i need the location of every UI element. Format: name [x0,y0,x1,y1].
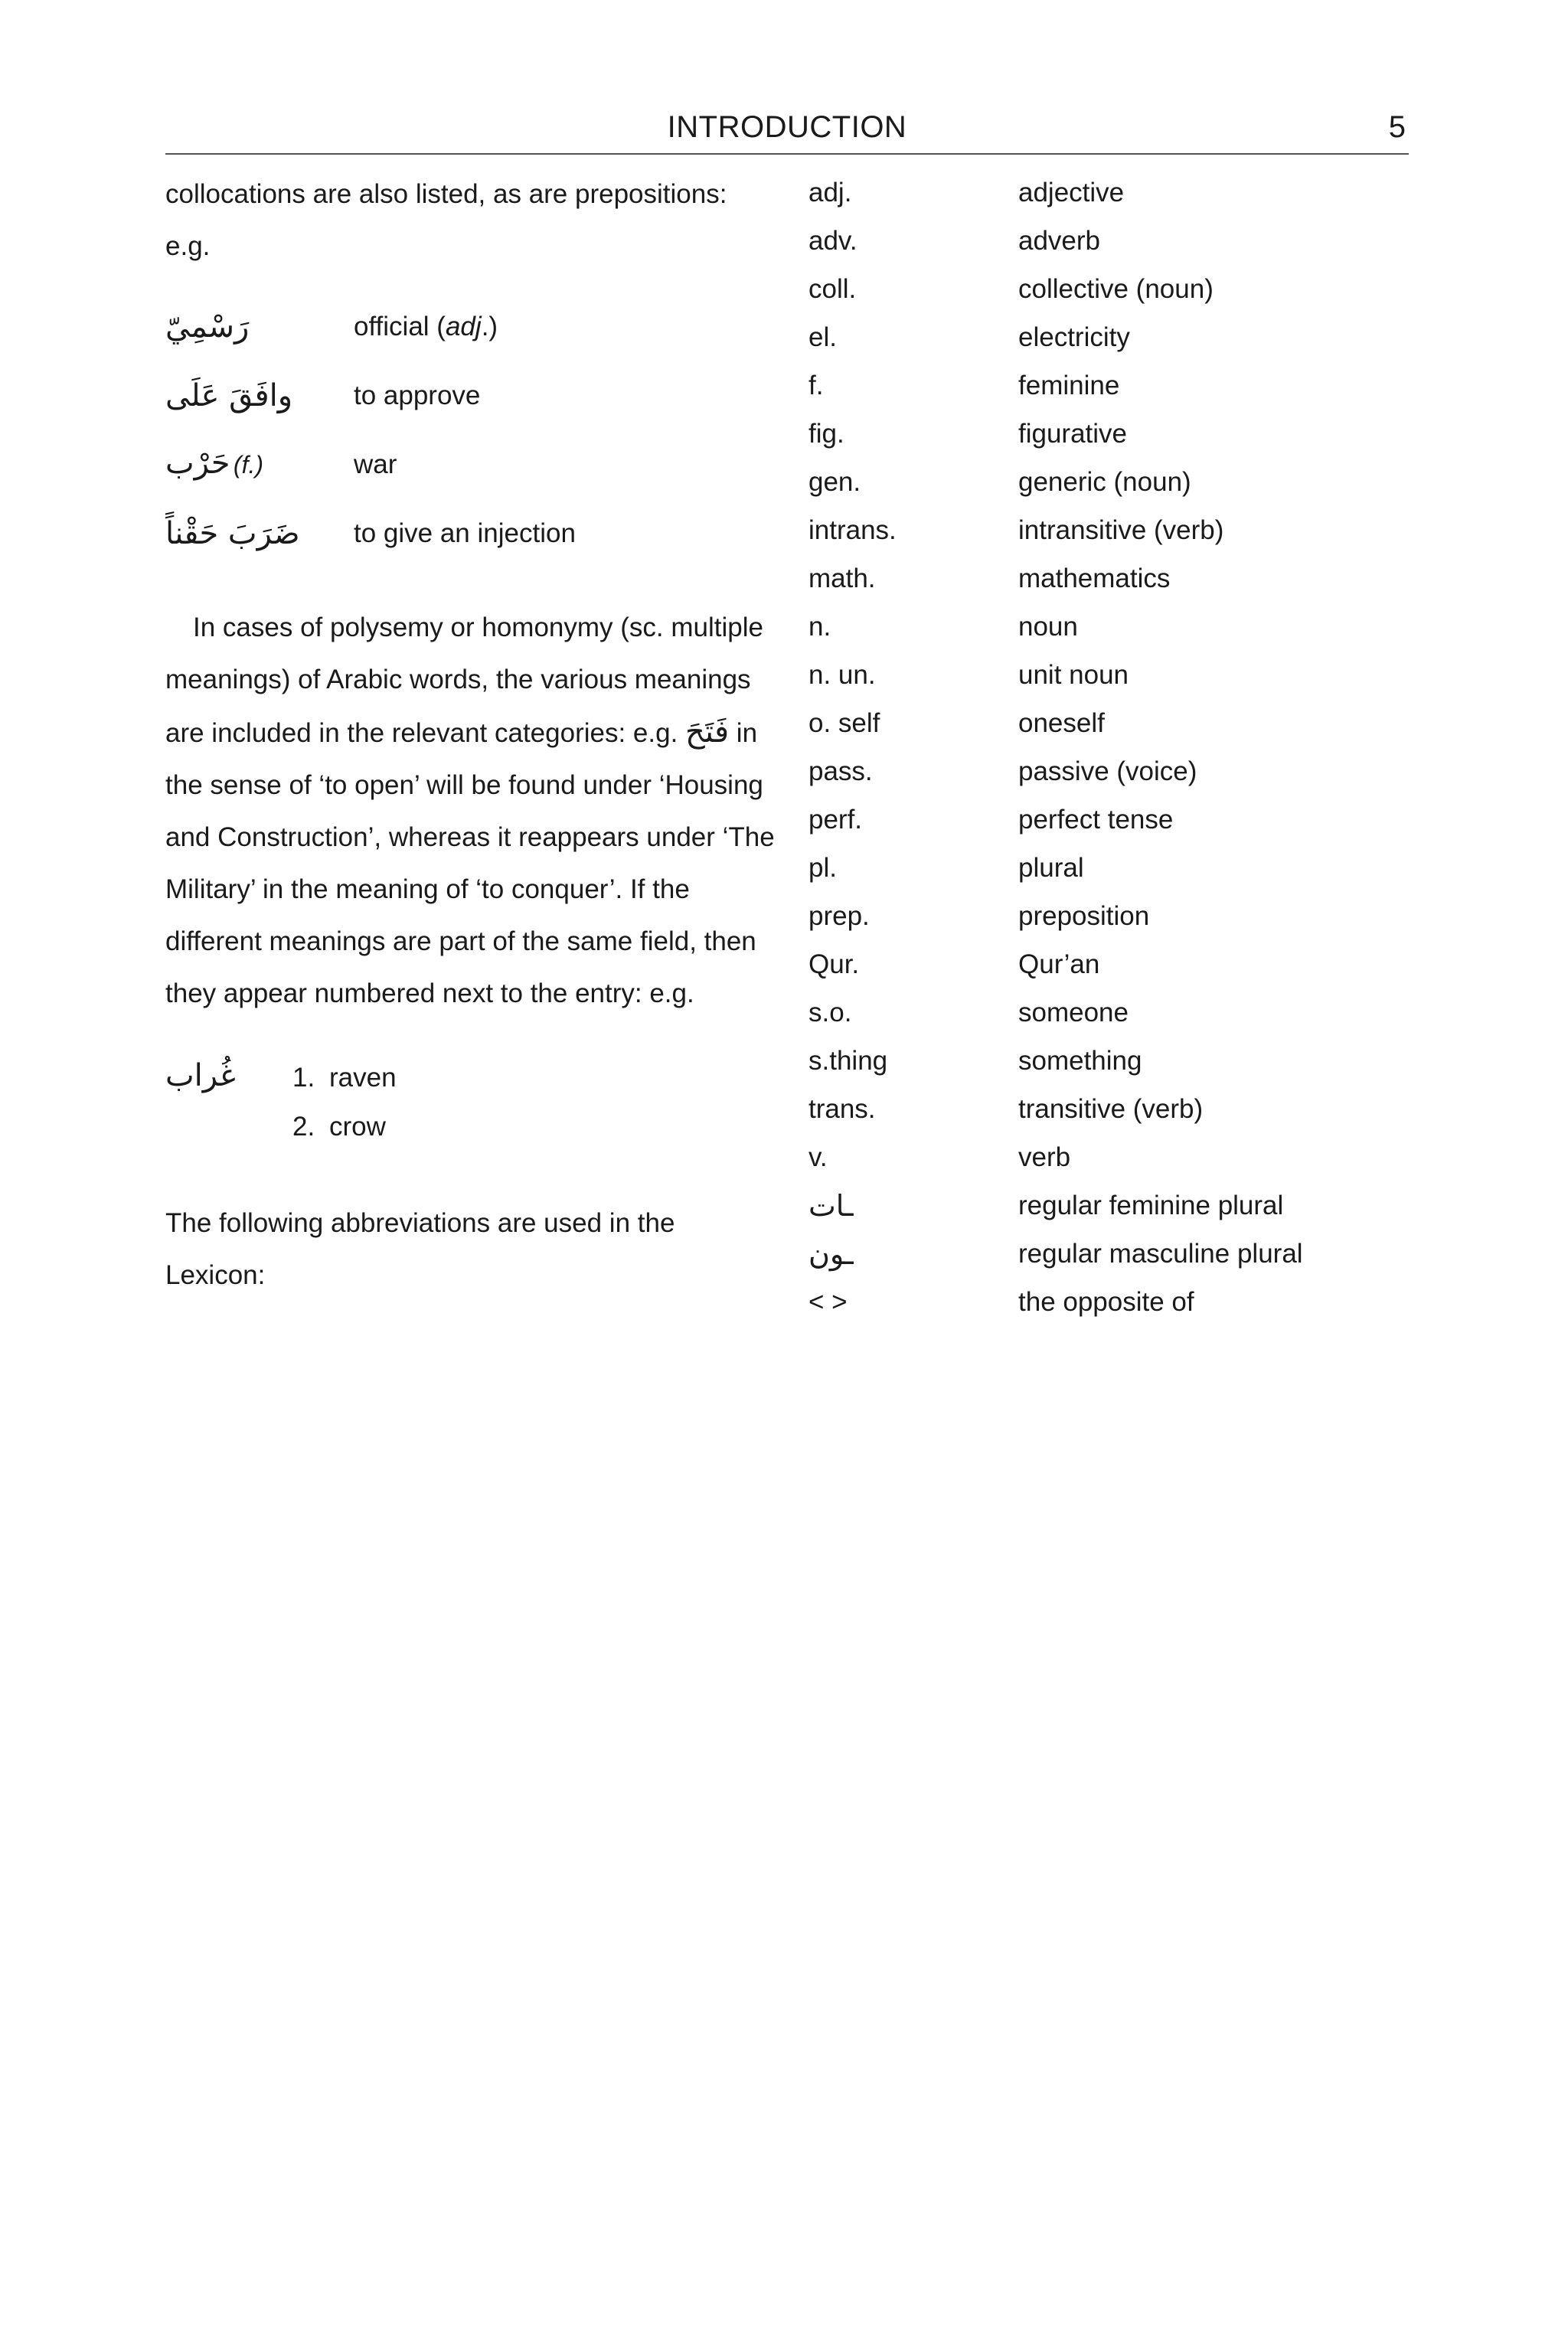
arabic-term: غُراب [165,1058,236,1093]
abbreviation-row [808,988,1390,1037]
example-row [165,361,778,430]
abbreviation-row [808,410,1390,458]
arabic-term: رَسْمِيّ [165,309,250,345]
abbreviation-row [808,651,1390,699]
page-header [165,107,1409,155]
sense-item: 2. crow [292,1112,386,1142]
abbreviation-row [808,265,1390,313]
abbreviation-row [808,361,1390,410]
abbreviation-meaning: adjective [1018,177,1125,207]
abbreviation: intrans. [808,514,897,545]
abbreviation: el. [808,322,837,352]
abbreviation-meaning: electricity [1018,322,1130,352]
abbreviation: ـون [808,1236,854,1271]
sense-list [292,1054,397,1152]
example-row [165,292,778,361]
abbreviation: < > [808,1286,848,1317]
abbreviation-meaning: collective (noun) [1018,273,1214,304]
gloss: war [354,449,397,479]
arabic-term: ضَرَبَ حَقْناً [165,516,300,551]
abbreviation-meaning: regular feminine plural [1018,1190,1284,1220]
example-row [165,430,778,499]
polysemy-paragraph: In cases of polysemy or homonymy (sc. multiple meanings) of Arabic words, the various meanings are included in the relevant categories: e.g. فَتَحَ in the sense of ‘to open’ will be found under ‘Housing and Construction’, whereas it reappears under ‘The Military’ in the meaning of ‘to conquer’. If the different meanings are part of the same field, then they appear numbered next to the entry: e.g. [165,612,775,1008]
intro-line-1: collocations are also listed, as are prepositions: [165,179,727,209]
abbreviation-row [808,217,1390,265]
gloss: official (adj.) [354,312,498,341]
abbreviation: n. [808,611,831,642]
abbreviation: fig. [808,418,844,449]
abbreviation-row [808,940,1390,988]
gender-note: (f.) [233,451,263,479]
arabic-term: حَرْب [165,446,230,481]
abbreviation-meaning: Qur’an [1018,949,1100,979]
abbreviation-meaning: plural [1018,852,1084,883]
abbreviation-meaning: verb [1018,1142,1071,1172]
abbreviation-row [808,1181,1390,1230]
abbreviation: ـات [808,1188,854,1223]
abbreviation-row [808,1230,1390,1278]
abbreviation-row [808,795,1390,844]
abbreviation: n. un. [808,659,876,690]
abbreviation: pass. [808,756,873,786]
abbreviation-meaning: figurative [1018,418,1128,449]
abbreviation-row [808,1037,1390,1085]
abbreviation-meaning: transitive (verb) [1018,1093,1204,1124]
abbreviation: f. [808,370,824,400]
abbreviation-meaning: something [1018,1045,1142,1076]
intro-line-2: e.g. [165,231,211,261]
abbreviation-row [808,844,1390,892]
abbreviation: Qur. [808,949,860,979]
abbreviation-row [808,168,1390,217]
abbreviation-row [808,458,1390,506]
sense-item: 1. raven [292,1063,397,1093]
abbreviation: perf. [808,804,863,835]
gloss: to approve [354,381,481,410]
gloss: to give an injection [354,518,576,548]
abbreviation-row [808,1133,1390,1181]
abbreviation: adj. [808,177,852,207]
abbreviation-row [808,747,1390,795]
abbreviation-meaning: regular masculine plural [1018,1238,1303,1269]
abbreviation-row [808,1085,1390,1133]
left-column [165,168,778,1302]
numbered-entry [165,1054,778,1152]
abbreviation-meaning: perfect tense [1018,804,1174,835]
example-row [165,499,778,568]
abbreviation: o. self [808,707,880,738]
abbreviation-meaning: generic (noun) [1018,466,1191,497]
abbreviation-meaning: feminine [1018,370,1120,400]
abbreviation-meaning: adverb [1018,225,1101,256]
abbreviation-meaning: intransitive (verb) [1018,514,1224,545]
abbreviation-row [808,603,1390,651]
example-table [165,292,778,568]
page-title: INTRODUCTION [667,110,907,144]
abbreviation-row [808,892,1390,940]
abbreviation-meaning: oneself [1018,707,1105,738]
abbreviation-meaning: unit noun [1018,659,1129,690]
abbreviation-row [808,313,1390,361]
abbreviation: trans. [808,1093,876,1124]
abbreviation-meaning: preposition [1018,900,1150,931]
abbreviation-meaning: someone [1018,997,1129,1027]
arabic-inline-term: فَتَحَ [685,714,730,750]
abbreviation-meaning: mathematics [1018,563,1171,593]
abbreviation-row [808,699,1390,747]
abbreviation: math. [808,563,876,593]
abbreviation-row [808,1278,1390,1326]
abbreviation: s.o. [808,997,852,1027]
abbreviation-list [808,168,1390,1326]
abbreviation-meaning: the opposite of [1018,1286,1194,1317]
abbreviation-row [808,506,1390,554]
abbreviation: pl. [808,852,837,883]
closing-text: The following abbreviations are used in the Lexicon: [165,1208,675,1290]
page-number: 5 [1388,110,1406,144]
abbreviation: v. [808,1142,828,1172]
abbreviation-row [808,554,1390,603]
abbreviation: s.thing [808,1045,888,1076]
arabic-term: وافَقَ عَلَى [165,378,293,413]
abbreviation: gen. [808,466,861,497]
abbreviation-meaning: noun [1018,611,1078,642]
abbreviation-meaning: passive (voice) [1018,756,1197,786]
abbreviation: coll. [808,273,857,304]
abbreviation: adv. [808,225,858,256]
abbreviation: prep. [808,900,870,931]
